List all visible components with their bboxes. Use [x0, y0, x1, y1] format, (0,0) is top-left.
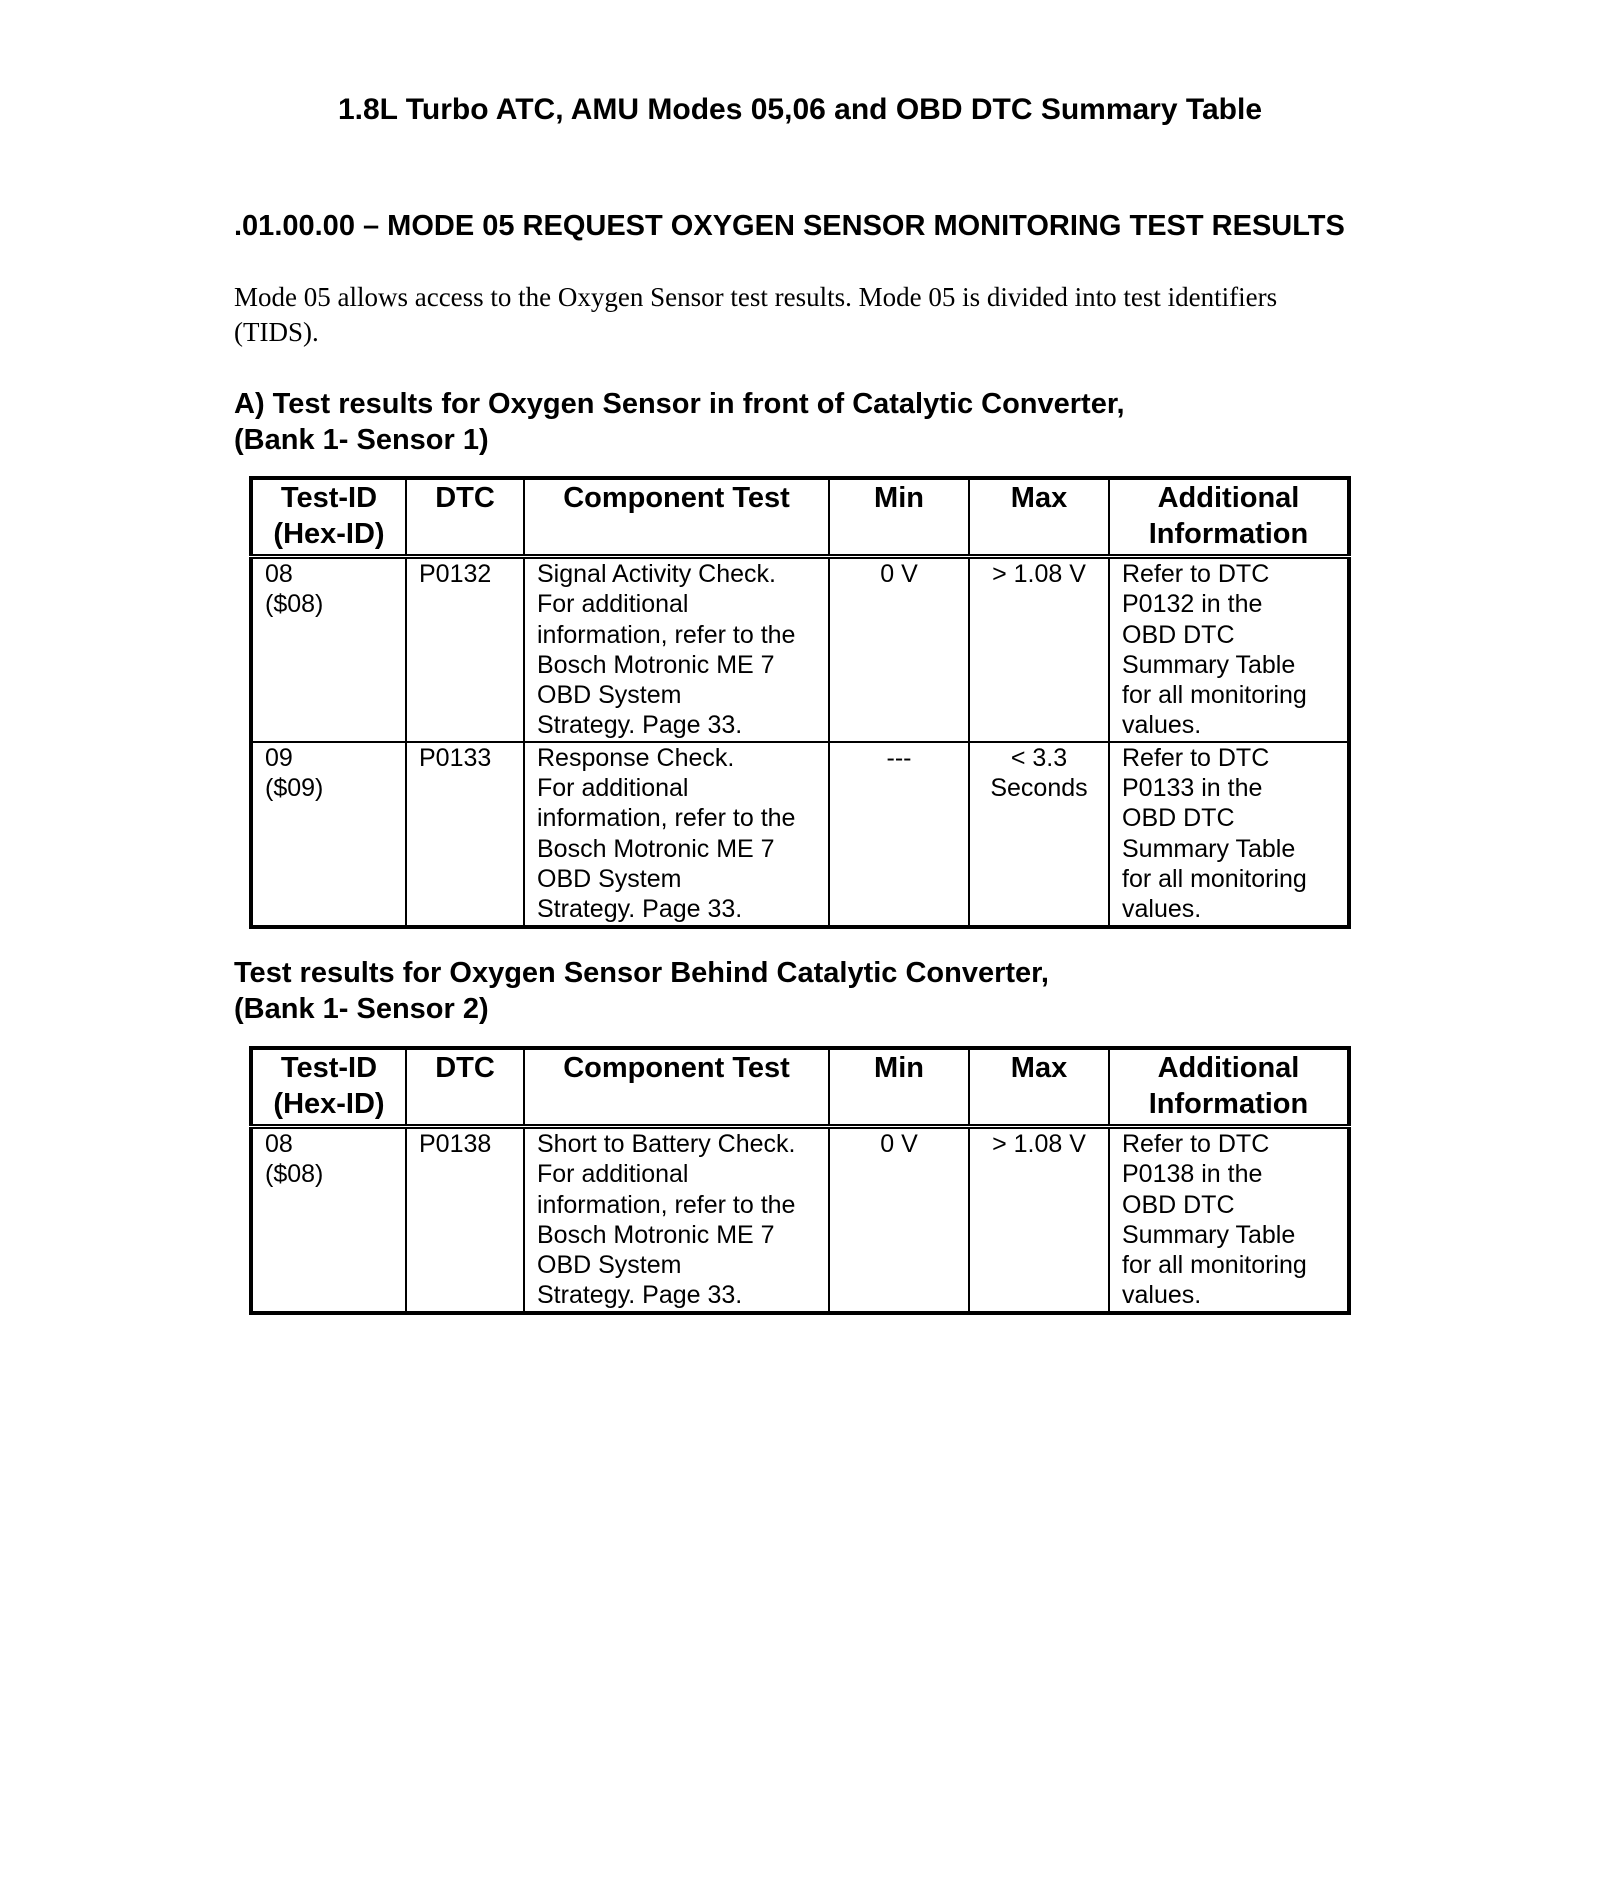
table-header-row: [251, 478, 1349, 557]
cell-dtc: P0138: [406, 1127, 524, 1313]
cell-dtc: P0133: [406, 742, 524, 927]
cell-line: for all monitoring: [1122, 681, 1307, 710]
cell-test-id: [251, 557, 406, 742]
cell-line: Refer to DTC: [1122, 1130, 1270, 1158]
header-dtc: DTC: [406, 1048, 524, 1127]
cell-additional-information: [1109, 557, 1349, 742]
cell-line: ($09): [265, 774, 324, 803]
header-dtc: DTC: [406, 478, 524, 557]
table-header-row: [251, 1048, 1349, 1127]
cell-line: values.: [1122, 895, 1202, 924]
cell-line: ---: [886, 743, 912, 772]
table-a-heading-line: (Bank 1- Sensor 1): [234, 424, 489, 456]
header-additional-line: Additional: [1157, 482, 1300, 514]
header-min: Min: [829, 478, 969, 557]
cell-max: [969, 1127, 1109, 1313]
cell-line: OBD DTC: [1122, 1190, 1235, 1219]
cell-line: OBD DTC: [1122, 804, 1235, 833]
header-test-id-line: (Hex-ID): [273, 518, 385, 550]
cell-line: < 3.3: [1010, 743, 1068, 772]
header-test-id-line: (Hex-ID): [273, 1088, 385, 1120]
cell-component-test: [524, 557, 829, 742]
cell-line: P0132 in the: [1122, 590, 1263, 619]
cell-line: > 1.08 V: [992, 1130, 1086, 1158]
document-title: 1.8L Turbo ATC, AMU Modes 05,06 and OBD DTC Summary Table: [337, 93, 1263, 126]
cell-line: > 1.08 V: [992, 560, 1086, 588]
cell-line: 08: [265, 560, 293, 588]
cell-line: Seconds: [990, 774, 1088, 803]
cell-line: Strategy. Page 33.: [537, 895, 743, 924]
cell-line: Summary Table: [1122, 834, 1296, 863]
header-additional-line: Information: [1148, 1088, 1309, 1120]
cell-line: Bosch Motronic ME 7: [537, 650, 775, 679]
cell-line: Signal Activity Check.: [537, 560, 776, 588]
cell-line: information, refer to the: [537, 620, 796, 649]
cell-additional-information: [1109, 742, 1349, 927]
cell-line: Refer to DTC: [1122, 560, 1270, 588]
header-additional-information: [1109, 478, 1349, 557]
cell-line: Strategy. Page 33.: [537, 1281, 743, 1310]
cell-line: values.: [1122, 1281, 1202, 1310]
cell-line: OBD System: [537, 681, 682, 710]
cell-component-test: [524, 742, 829, 927]
cell-line: ($08): [265, 1160, 324, 1189]
header-additional-line: Information: [1148, 518, 1309, 550]
table-a-heading-line: A) Test results for Oxygen Sensor in front of Catalytic Converter,: [234, 388, 1125, 420]
table-a-heading: [234, 386, 1364, 458]
table-b-heading-line: (Bank 1- Sensor 2): [234, 993, 489, 1025]
cell-line: OBD System: [537, 864, 682, 893]
cell-line: Refer to DTC: [1122, 743, 1270, 772]
header-component-test: Component Test: [524, 478, 829, 557]
cell-line: 08: [265, 1130, 293, 1158]
cell-line: Bosch Motronic ME 7: [537, 834, 775, 863]
header-test-id: [251, 1048, 406, 1127]
cell-line: Summary Table: [1122, 1220, 1296, 1249]
cell-line: 0 V: [880, 560, 918, 588]
cell-line: Short to Battery Check.: [537, 1130, 796, 1158]
cell-min: [829, 557, 969, 742]
table-b-heading: [234, 955, 1364, 1027]
cell-line: For additional: [537, 1160, 689, 1189]
cell-min: [829, 742, 969, 927]
table-a: [249, 476, 1351, 929]
header-test-id: [251, 478, 406, 557]
section-heading: .01.00.00 – MODE 05 REQUEST OXYGEN SENSOR MONITORING TEST RESULTS: [234, 210, 1345, 242]
cell-line: Response Check.: [537, 743, 735, 772]
section-intro: Mode 05 allows access to the Oxygen Sensor test results. Mode 05 is divided into test identifiers (TIDS).: [234, 282, 1278, 347]
table-b: [249, 1046, 1351, 1315]
cell-line: Strategy. Page 33.: [537, 711, 743, 740]
cell-line: ($08): [265, 590, 324, 619]
cell-min: [829, 1127, 969, 1313]
cell-line: for all monitoring: [1122, 1251, 1307, 1280]
cell-line: For additional: [537, 590, 689, 619]
cell-component-test: [524, 1127, 829, 1313]
cell-line: 0 V: [880, 1130, 918, 1158]
header-test-id-line: Test-ID: [280, 1052, 378, 1084]
table-b-heading-line: Test results for Oxygen Sensor Behind Catalytic Converter,: [234, 957, 1049, 989]
cell-line: For additional: [537, 774, 689, 803]
cell-additional-information: [1109, 1127, 1349, 1313]
cell-line: information, refer to the: [537, 804, 796, 833]
cell-dtc: P0132: [406, 557, 524, 742]
cell-max: [969, 557, 1109, 742]
cell-line: OBD System: [537, 1251, 682, 1280]
header-min: Min: [829, 1048, 969, 1127]
table-row: [251, 1127, 1349, 1313]
cell-line: P0138 in the: [1122, 1160, 1263, 1189]
cell-test-id: [251, 742, 406, 927]
header-max: Max: [969, 1048, 1109, 1127]
header-test-id-line: Test-ID: [280, 482, 378, 514]
cell-line: P0133 in the: [1122, 774, 1263, 803]
cell-line: 09: [265, 743, 293, 772]
cell-line: Bosch Motronic ME 7: [537, 1220, 775, 1249]
header-component-test: Component Test: [524, 1048, 829, 1127]
table-row: [251, 742, 1349, 927]
cell-line: information, refer to the: [537, 1190, 796, 1219]
header-additional-line: Additional: [1157, 1052, 1300, 1084]
header-additional-information: [1109, 1048, 1349, 1127]
header-max: Max: [969, 478, 1109, 557]
cell-line: values.: [1122, 711, 1202, 740]
cell-line: Summary Table: [1122, 650, 1296, 679]
cell-max: [969, 742, 1109, 927]
cell-line: for all monitoring: [1122, 864, 1307, 893]
cell-test-id: [251, 1127, 406, 1313]
cell-line: OBD DTC: [1122, 620, 1235, 649]
table-row: [251, 557, 1349, 742]
